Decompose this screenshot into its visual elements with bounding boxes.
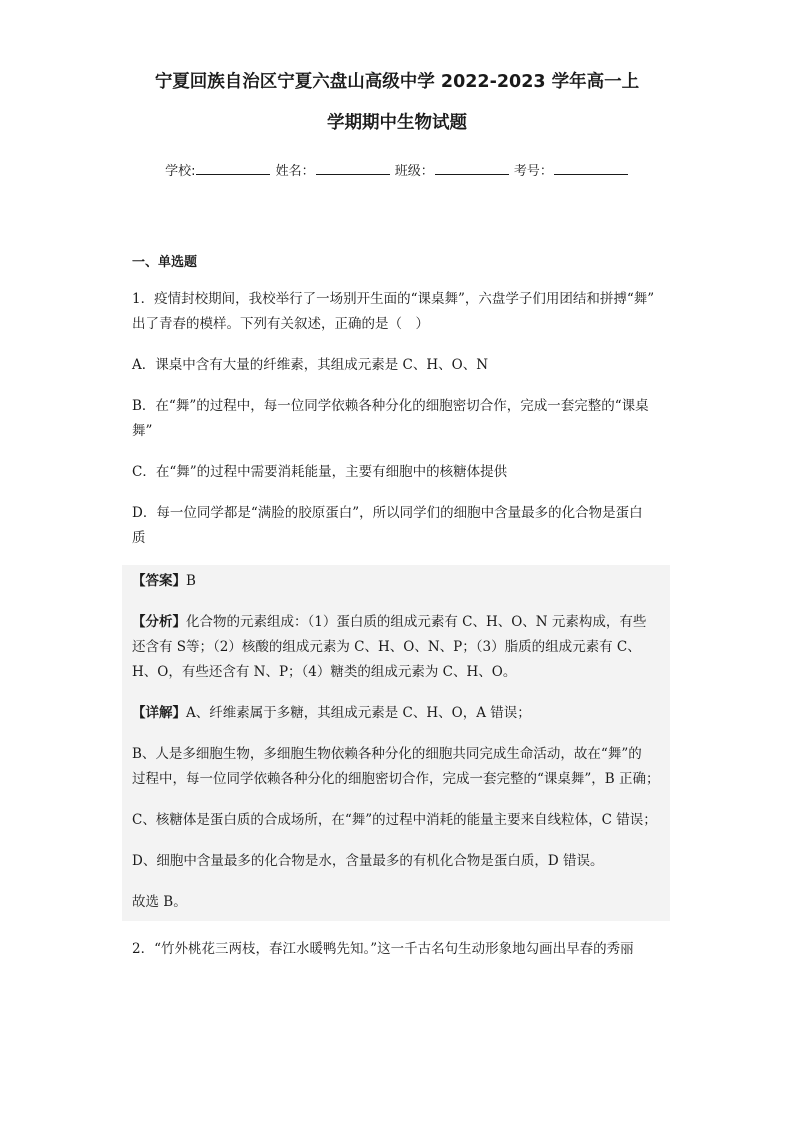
q1-stem-line-1: 1．疫情封校期间，我校举行了一场别开生面的“课桌舞”，六盘学子们用团结和拼搏“舞” [132, 291, 655, 307]
q1-stem-line-2: 出了青春的模样。下列有关叙述，正确的是（ ） [132, 316, 429, 332]
detail-line-1 [132, 701, 670, 726]
exam-no-blank [554, 160, 628, 175]
q1-option-d-line-1: D．每一位同学都是“满脸的胶原蛋白”，所以同学们的细胞中含量最多的化合物是蛋白 [132, 505, 643, 521]
name-label: 姓名： [275, 164, 315, 179]
analysis-line-3: H、O，有些还含有 N、P；（4）糖类的组成元素为 C、H、O。 [132, 664, 517, 680]
q1-option-a: A．课桌中含有大量的纤维素，其组成元素是 C、H、O、N [132, 357, 489, 373]
answer-explanation-box [122, 565, 670, 921]
detail-text-1: A、纤维素属于多糖，其组成元素是 C、H、O，A 错误； [186, 705, 531, 721]
answer-value: B [186, 573, 196, 589]
name-blank [316, 160, 390, 175]
answer-label: 【答案】 [132, 573, 186, 589]
question-1 [132, 287, 662, 551]
exam-no-label: 考号： [513, 164, 553, 179]
school-label: 学校: [165, 164, 196, 179]
student-info-row [132, 160, 662, 183]
detail-line-5: D、细胞中含量最多的化合物是水，含量最多的有机化合物是蛋白质，D 错误。 [132, 853, 604, 869]
q1-option-c: C．在“舞”的过程中需要消耗能量，主要有细胞中的核糖体提供 [132, 464, 508, 480]
analysis-text-1: 化合物的元素组成：（1）蛋白质的组成元素有 C、H、O、N 元素构成，有些 [186, 614, 647, 630]
document-title-line-2: 学期期中生物试题 [327, 113, 467, 133]
q1-option-b-line-1: B．在“舞”的过程中，每一位同学依赖各种分化的细胞密切合作，完成一套完整的“课桌 [132, 398, 649, 414]
section-heading: 一、单选题 [132, 255, 198, 270]
detail-label: 【详解】 [132, 705, 186, 721]
q1-option-b-line-2: 舞” [132, 423, 153, 439]
school-blank [196, 160, 270, 175]
analysis-line-2: 还含有 S等；（2）核酸的组成元素为 C、H、O、N、P；（3）脂质的组成元素有 C、 [132, 639, 641, 655]
question-2 [132, 937, 662, 962]
class-label: 班级： [394, 164, 434, 179]
detail-line-4: C、核糖体是蛋白质的合成场所，在“舞”的过程中消耗的能量主要来自线粒体，C 错误； [132, 812, 657, 828]
q2-stem-line-1: 2．“竹外桃花三两枝，春江水暖鸭先知。”这一千古名句生动形象地勾画出早春的秀丽 [132, 941, 634, 957]
conclusion-line: 故选 B。 [132, 894, 187, 910]
document-title-line-1: 宁夏回族自治区宁夏六盘山高级中学 2022-2023 学年高一上 [154, 72, 640, 92]
class-blank [435, 160, 509, 175]
detail-line-3: 过程中，每一位同学依赖各种分化的细胞密切合作，完成一套完整的“课桌舞”，B 正确； [132, 771, 660, 787]
detail-line-2: B、人是多细胞生物，多细胞生物依赖各种分化的细胞共同完成生命活动，故在“舞”的 [132, 746, 642, 762]
analysis-line-1 [132, 610, 670, 635]
analysis-label: 【分析】 [132, 614, 186, 630]
q1-option-d-line-2: 质 [132, 530, 146, 546]
answer-line [132, 569, 670, 594]
